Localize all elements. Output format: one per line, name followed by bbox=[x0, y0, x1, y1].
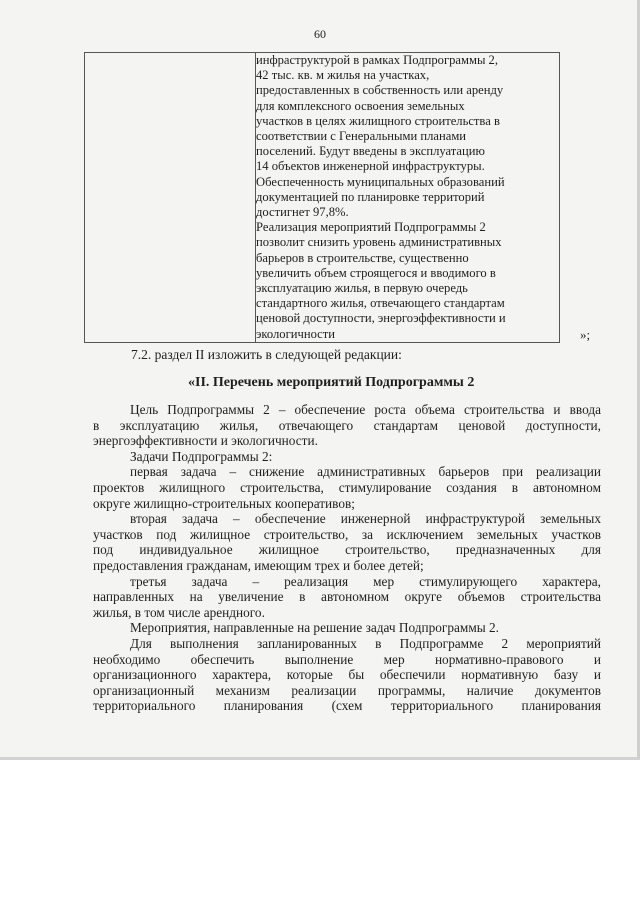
text-line: необходимо обеспечить выполнение мер нормативно-правового и bbox=[93, 651, 601, 667]
body-text bbox=[93, 402, 601, 714]
cell-line: для комплексного освоения земельных bbox=[256, 98, 465, 113]
closing-quote: »; bbox=[580, 327, 591, 342]
cell-line: ценовой доступности, энергоэффективности и bbox=[256, 311, 506, 326]
cell-line: эксплуатацию жилья, в первую очередь bbox=[256, 281, 468, 296]
cell-line: соответствии с Генеральными планами bbox=[256, 129, 467, 144]
cell-line: 42 тыс. кв. м жилья на участках, bbox=[256, 68, 430, 83]
cell-line: экологичности bbox=[256, 326, 336, 341]
cell-line: Реализация мероприятий Подпрограммы 2 bbox=[256, 220, 486, 235]
cell-line: участков в целях жилищного строительства в bbox=[256, 113, 500, 128]
text-line: территориального планирования (схем территориального планирования bbox=[93, 698, 601, 714]
text-line: предоставления гражданам, имеющим трех и более детей; bbox=[93, 557, 424, 573]
table-cell-results bbox=[256, 53, 560, 343]
text-line: проектов жилищного строительства, стимулирование создания в автономном bbox=[93, 479, 601, 495]
text-line: жилья, в том числе арендного. bbox=[93, 604, 265, 620]
cell-line: достигнет 97,8%. bbox=[256, 205, 349, 220]
cell-line: инфраструктурой в рамках Подпрограммы 2, bbox=[256, 53, 498, 67]
page-number: 60 bbox=[314, 27, 326, 41]
text-line: организационного характера, которые бы обеспечили нормативную базу и bbox=[93, 667, 601, 683]
cell-line: 14 объектов инженерной инфраструктуры. bbox=[256, 159, 485, 174]
text-line: Для выполнения запланированных в Подпрограмме 2 мероприятий bbox=[130, 635, 601, 651]
text-line: участков под жилищное строительство, за исключением земельных участков bbox=[93, 526, 601, 542]
cell-line: стандартного жилья, отвечающего стандартам bbox=[256, 296, 505, 311]
section-heading: «II. Перечень мероприятий Подпрограммы 2 bbox=[188, 375, 475, 390]
text-line: первая задача – снижение административных барьеров при реализации bbox=[130, 464, 601, 480]
text-line: организационный механизм реализации программы, наличие документов bbox=[93, 682, 601, 698]
paragraph-implementation bbox=[93, 636, 601, 714]
cell-line: предоставленных в собственность или аренду bbox=[256, 83, 504, 98]
cell-line: документацией по планировке территорий bbox=[256, 189, 485, 204]
text-line: энергоэффективности и экологичности. bbox=[93, 433, 318, 449]
cell-line: увеличить объем строящегося и вводимого в bbox=[256, 265, 496, 280]
continuation-table bbox=[84, 52, 560, 343]
paragraph-task-3 bbox=[93, 574, 601, 621]
text-line: под индивидуальное жилищное строительство, предназначенных для bbox=[93, 542, 601, 558]
cell-line: позволит снизить уровень административных bbox=[256, 235, 502, 250]
paragraph-task-2 bbox=[93, 511, 601, 573]
text-line: в эксплуатацию жилья, отвечающего стандартам ценовой доступности, bbox=[93, 417, 601, 433]
table-row bbox=[85, 53, 560, 343]
cell-line: Обеспеченность муниципальных образований bbox=[256, 174, 505, 189]
cell-line: поселений. Будут введены в эксплуатацию bbox=[256, 144, 485, 159]
cell-line: барьеров в строительстве, существенно bbox=[256, 250, 469, 265]
text-line: Цель Подпрограммы 2 – обеспечение роста объема строительства и ввода bbox=[130, 402, 601, 417]
section-amendment-line: 7.2. раздел II изложить в следующей редакции: bbox=[131, 347, 402, 362]
paragraph-measures bbox=[93, 620, 601, 636]
paragraph-goal bbox=[93, 402, 601, 449]
text-line: третья задача – реализация мер стимулирующего характера, bbox=[130, 573, 601, 589]
text-line: Мероприятия, направленные на решение задач Подпрограммы 2. bbox=[130, 620, 499, 636]
text-line: Задачи Подпрограммы 2: bbox=[130, 448, 273, 464]
text-line: направленных на увеличение в автономном округе объемов строительства bbox=[93, 589, 601, 605]
text-line: округе жилищно-строительных кооперативов; bbox=[93, 495, 355, 511]
text-line: вторая задача – обеспечение инженерной инфраструктурой земельных bbox=[130, 511, 601, 527]
table-cell-empty bbox=[85, 53, 256, 343]
paragraph-tasks-title bbox=[93, 449, 601, 465]
paragraph-task-1 bbox=[93, 464, 601, 511]
